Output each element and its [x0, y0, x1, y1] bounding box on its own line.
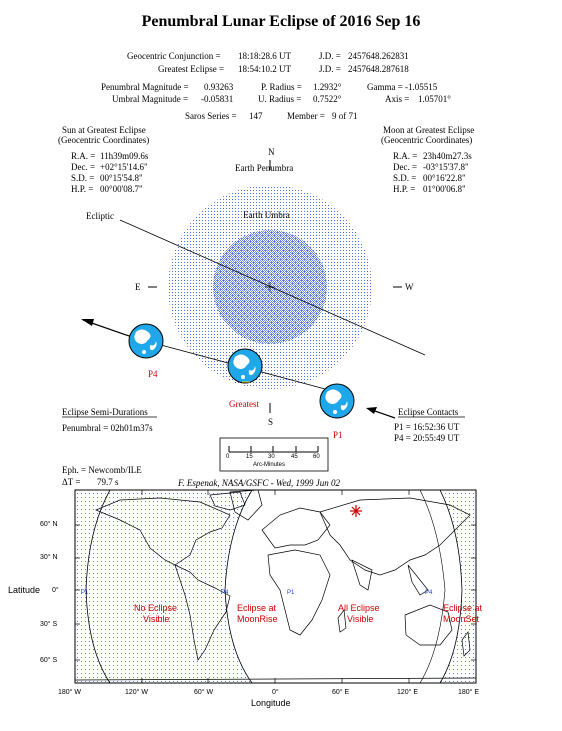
conj-jd-label: J.D. =	[319, 51, 341, 61]
contact-p1: P1 = 16:52:36 UT	[394, 422, 460, 432]
sun-ra-label: R.A. =	[71, 151, 96, 161]
lon-180e: 180° E	[458, 689, 480, 696]
lat-60n: 60° N	[40, 521, 58, 528]
sun-hp-label: H.P. =	[71, 184, 94, 194]
lon-180w: 180° W	[58, 689, 82, 696]
conj-label: Geocentric Conjunction =	[127, 51, 221, 61]
no-eclipse-label-2: Visible	[143, 614, 170, 624]
moon-dec-label: Dec. =	[393, 162, 418, 172]
sun-ra: 11h39m09.6s	[100, 151, 149, 161]
moon-greatest	[228, 349, 262, 383]
moon-p4	[129, 324, 163, 358]
conj-jd: 2457648.262831	[348, 51, 409, 61]
umb-mag: -0.05831	[201, 94, 234, 104]
axis-label: Axis =	[385, 94, 410, 104]
sun-sd: 00°15'54.8"	[100, 173, 143, 183]
east-label: E	[135, 282, 141, 292]
member: 9 of 71	[332, 111, 358, 121]
west-label: W	[405, 282, 414, 292]
lat-30s: 30° S	[40, 621, 58, 628]
scale-tick-60: 60	[313, 454, 320, 460]
scale-label: Arc-Minutes	[253, 462, 286, 468]
delta-t-label: ΔT =	[62, 477, 81, 487]
moon-heading: Moon at Greatest Eclipse	[383, 125, 475, 135]
p-radius-label: P. Radius =	[261, 82, 302, 92]
p1-label: P1	[333, 430, 343, 440]
contacts-heading: Eclipse Contacts	[398, 407, 459, 417]
penumbral-duration: Penumbral = 02h01m37s	[62, 423, 153, 433]
greatest-label: Greatest Eclipse =	[158, 64, 225, 74]
no-eclipse-label-1: No Eclipse	[134, 603, 178, 613]
umb-mag-label: Umbral Magnitude =	[112, 94, 189, 104]
map-p4-west: P4	[221, 590, 229, 596]
moon-p1	[320, 384, 354, 418]
greatest-moon-label: Greatest	[229, 399, 259, 409]
moon-hp: 01°00'06.8"	[423, 184, 466, 194]
gamma: -1.05515	[405, 82, 438, 92]
ecliptic-label: Ecliptic	[86, 211, 114, 221]
greatest-value: 18:54:10.2 UT	[238, 64, 291, 74]
moonset-label-2: MoonSet	[443, 614, 480, 624]
north-label: N	[268, 147, 275, 157]
sun-hp: 00°00'08.7"	[100, 184, 143, 194]
moonrise-label-1: Eclipse at	[237, 603, 277, 613]
pen-mag-label: Penumbral Magnitude =	[101, 82, 189, 92]
u-radius-label: U. Radius =	[258, 94, 302, 104]
moon-ra: 23h40m27.3s	[423, 151, 472, 161]
map-ylabel: Latitude	[8, 585, 41, 595]
member-label: Member =	[287, 111, 325, 121]
lat-0: 0°	[52, 587, 59, 594]
lon-120e: 120° E	[397, 689, 419, 696]
moon-subheading: (Geocentric Coordinates)	[381, 135, 473, 145]
axis: 1.05701°	[418, 94, 451, 104]
all-eclipse-label-2: Visible	[347, 614, 374, 624]
contact-p4: P4 = 20:55:49 UT	[394, 433, 460, 443]
moonrise-label-2: MoonRise	[237, 614, 278, 624]
lat-30n: 30° N	[40, 554, 58, 561]
u-radius: 0.7522°	[313, 94, 342, 104]
scale-tick-0: 0	[226, 454, 230, 460]
conj-value: 18:18:28.6 UT	[238, 51, 291, 61]
pen-mag: 0.93263	[204, 82, 234, 92]
lon-0: 0°	[272, 689, 279, 696]
south-label: S	[268, 417, 274, 427]
saros: 147	[249, 111, 263, 121]
durations-heading: Eclipse Semi-Durations	[62, 407, 148, 417]
map-p1-west: P1	[81, 590, 89, 596]
ephemeris: Eph. = Newcomb/ILE	[62, 465, 142, 475]
moonset-label-1: Eclipse at	[443, 603, 483, 613]
lon-120w: 120° W	[125, 689, 149, 696]
delta-t: 79.7 s	[97, 477, 119, 487]
moon-ra-label: R.A. =	[393, 151, 418, 161]
map-xlabel: Longitude	[251, 698, 291, 708]
p-radius: 1.2932°	[313, 82, 342, 92]
world-map	[75, 490, 476, 683]
greatest-jd-label: J.D. =	[319, 64, 341, 74]
greatest-jd: 2457648.287618	[348, 64, 409, 74]
page-title: Penumbral Lunar Eclipse of 2016 Sep 16	[141, 13, 421, 30]
scale-tick-30: 30	[268, 454, 275, 460]
scale-tick-15: 15	[246, 454, 253, 460]
lat-60s: 60° S	[40, 657, 58, 664]
sun-subheading: (Geocentric Coordinates)	[58, 135, 150, 145]
map-p1-east: P1	[287, 590, 295, 596]
p4-label: P4	[148, 369, 158, 379]
all-eclipse-label-1: All Eclipse	[338, 603, 380, 613]
gamma-label: Gamma =	[367, 82, 403, 92]
penumbra-label: Earth Penumbra	[235, 163, 294, 173]
saros-label: Saros Series =	[185, 111, 237, 121]
sun-sd-label: S.D. =	[71, 173, 95, 183]
credit: F. Espenak, NASA/GSFC - Wed, 1999 Jun 02	[178, 478, 340, 488]
lon-60e: 60° E	[332, 689, 350, 696]
sun-dec: +02°15'14.6"	[100, 162, 148, 172]
moon-dec: -03°15'37.8"	[423, 162, 469, 172]
scale-tick-45: 45	[291, 454, 298, 460]
sun-dec-label: Dec. =	[71, 162, 96, 172]
moon-sd-label: S.D. =	[393, 173, 417, 183]
sun-heading: Sun at Greatest Eclipse	[62, 125, 146, 135]
moon-hp-label: H.P. =	[393, 184, 416, 194]
lon-60w: 60° W	[194, 689, 214, 696]
moon-sd: 00°16'22.8"	[423, 173, 466, 183]
contact-arrow	[372, 410, 395, 418]
map-p4-east: P4	[425, 590, 433, 596]
umbra-label: Earth Umbra	[243, 210, 290, 220]
